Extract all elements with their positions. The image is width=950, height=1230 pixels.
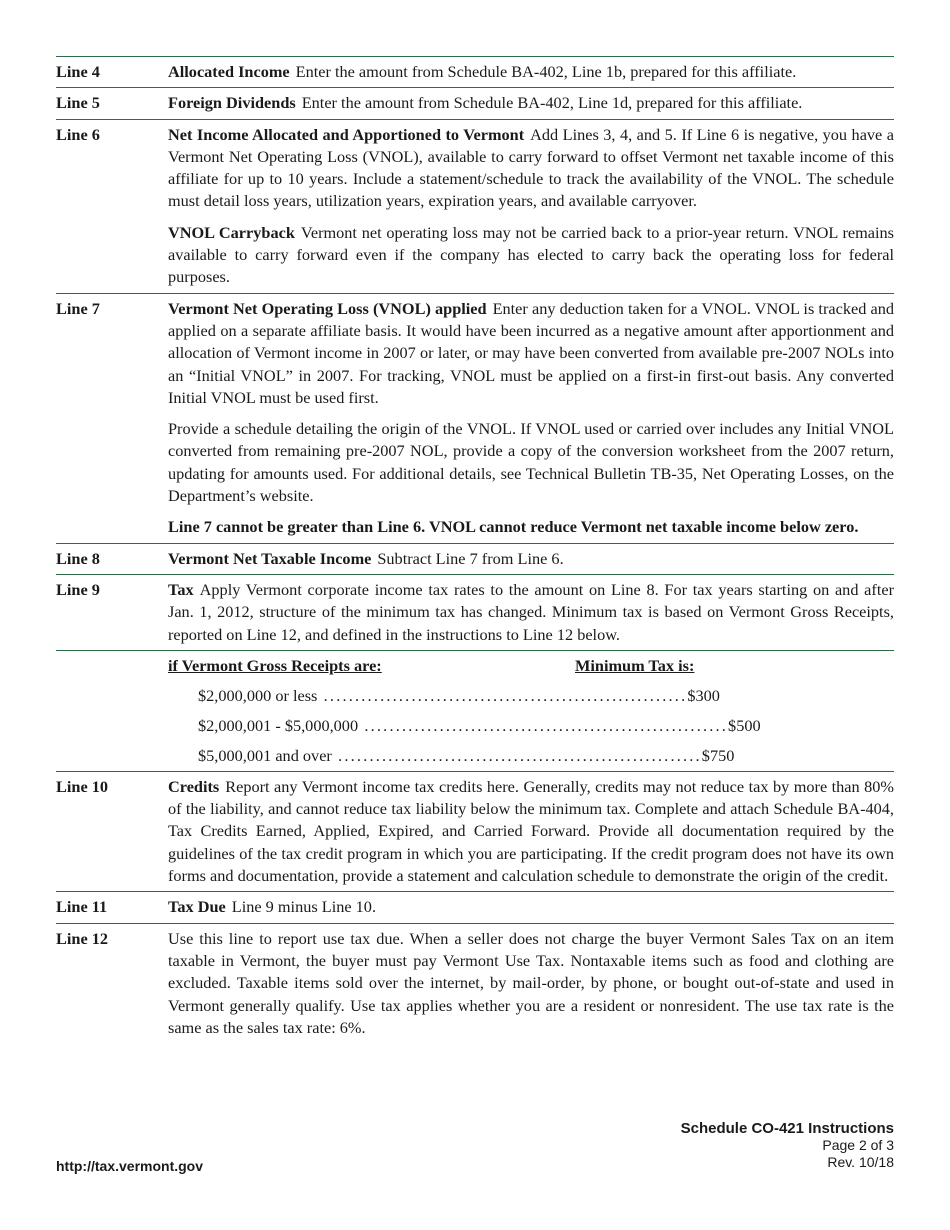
receipts-range: $5,000,001 and over xyxy=(198,745,332,765)
line-7-warning: Line 7 cannot be greater than Line 6. VNOL cannot reduce Vermont net taxable income below zero. xyxy=(168,517,859,537)
line-10-row xyxy=(56,771,894,891)
line-label: Line 11 xyxy=(56,897,108,917)
receipts-range: $2,000,001 - $5,000,000 xyxy=(198,715,359,735)
line-5-row xyxy=(56,87,894,118)
line-title: Credits xyxy=(168,776,220,796)
table-row: $5,000,001 and over .......................................................... $750 xyxy=(198,745,735,765)
line-text: Apply Vermont corporate income tax rates to the amount on Line 8. For tax years starting on and after Jan. 1, 2012, structure of the minimum tax has changed. Minimum tax is based on Vermont Gross Receipts, reported on Line 12, and defined in the instructions to Line 12 below. xyxy=(168,579,894,644)
line-text: Subtract Line 7 from Line 6. xyxy=(377,548,564,568)
line-title: Tax Due xyxy=(168,897,226,917)
line-6-row xyxy=(56,119,894,293)
line-7-paragraph-2: Provide a schedule detailing the origin of the VNOL. If VNOL used or carried over includes any Initial VNOL converted from remaining pre-2007 NOL, provide a copy of the conversion worksheet from the 2007 return, updating for amounts used. For additional details, see Technical Bulletin TB-35, Net Operating Losses, on the Department’s website. xyxy=(168,419,894,506)
minimum-tax-header: Minimum Tax is: xyxy=(575,655,695,675)
minimum-tax-amount: $500 xyxy=(728,715,761,735)
line-text: Enter the amount from Schedule BA-402, Line 1b, prepared for this affiliate. xyxy=(295,62,797,81)
line-7-row xyxy=(56,293,894,543)
table-header xyxy=(168,655,894,677)
vnol-carryback-text: Vermont net operating loss may not be carried back to a prior-year return. VNOL remains available to carry forward even if the company has elected to carry back the operating loss for federal purposes. xyxy=(168,222,895,287)
line-title: Vermont Net Taxable Income xyxy=(168,548,372,568)
line-9-row xyxy=(56,574,894,650)
line-4-row xyxy=(56,56,894,87)
line-title: Net Income Allocated and Apportioned to Vermont xyxy=(168,124,525,144)
table-row: $2,000,001 - $5,000,000 .......................................................... $500 xyxy=(198,715,761,735)
minimum-tax-table xyxy=(56,650,894,771)
line-title: Tax xyxy=(168,579,194,599)
website-link[interactable]: http://tax.vermont.gov xyxy=(56,1158,204,1174)
revision: Rev. 10/18 xyxy=(827,1154,894,1170)
minimum-tax-amount: $750 xyxy=(701,745,735,765)
line-text: Line 9 minus Line 10. xyxy=(231,897,377,917)
form-title: Schedule CO-421 Instructions xyxy=(680,1120,894,1137)
line-title: Allocated Income xyxy=(168,62,290,81)
vnol-carryback-title: VNOL Carryback xyxy=(168,222,295,242)
line-text: Add Lines 3, 4, and 5. If Line 6 is negative, you have a Vermont Net Operating Loss (VNOL), available to carry forward to offset Vermont net taxable income of this affiliate for up to 10 years. Include a statement/schedule to track the availability of the VNOL. The schedule must detail loss years, utilization years, expiration years, and available carryover. xyxy=(168,124,894,211)
line-title: Vermont Net Operating Loss (VNOL) applied xyxy=(168,298,487,318)
receipts-range: $2,000,000 or less xyxy=(198,685,318,705)
gross-receipts-header: if Vermont Gross Receipts are: xyxy=(168,655,382,675)
line-12-row xyxy=(56,923,894,1043)
line-text: Enter any deduction taken for a VNOL. VNOL is tracked and applied on a separate affiliate basis. It would have been incurred as a negative amount after apportionment and allocation of Vermont income in 2007 or later, or may have been converted from available pre-2007 NOLs into an “Initial VNOL” in 2007. For tracking, VNOL must be applied on a first-in first-out basis. Any converted Initial VNOL must be used first. xyxy=(168,298,894,407)
table-row: $2,000,000 or less .......................................................... $300 xyxy=(198,685,720,705)
line-label: Line 6 xyxy=(56,124,100,144)
page-number: Page 2 of 3 xyxy=(822,1137,894,1153)
line-label: Line 4 xyxy=(56,62,100,81)
instructions-page xyxy=(56,56,894,1043)
line-label: Line 12 xyxy=(56,928,109,948)
line-label: Line 9 xyxy=(56,579,100,599)
line-title: Foreign Dividends xyxy=(168,93,296,113)
line-text: Enter the amount from Schedule BA-402, Line 1d, prepared for this affiliate. xyxy=(301,93,803,113)
line-8-row xyxy=(56,543,894,574)
line-text: Report any Vermont income tax credits here. Generally, credits may not reduce tax by more than 80% of the liability, and cannot reduce tax liability below the minimum tax. Complete and attach Schedule BA-404, Tax Credits Earned, Applied, Expired, and Carried Forward. Provide all documentation required by the guidelines of the tax credit program in which you are participating. If the credit program does not have its own forms and documentation, provide a statement and calculation schedule to demonstrate the origin of the credit. xyxy=(168,776,894,886)
line-label: Line 8 xyxy=(56,548,100,568)
line-label: Line 5 xyxy=(56,93,100,113)
minimum-tax-amount: $300 xyxy=(687,685,720,705)
line-label: Line 7 xyxy=(56,298,100,318)
line-label: Line 10 xyxy=(56,776,109,796)
line-text: Use this line to report use tax due. When a seller does not charge the buyer Vermont Sales Tax on an item taxable in Vermont, the buyer must pay Vermont Use Tax. Nontaxable items such as food and clothing are excluded. Taxable items sold over the internet, by mail-order, by phone, or bought out-of-state and used in Vermont generally qualify. Use tax applies whether you are a resident or nonresident. The use tax rate is the same as the sales tax rate: 6%. xyxy=(168,928,894,1037)
line-11-row xyxy=(56,891,894,922)
page-footer xyxy=(681,1120,894,1171)
